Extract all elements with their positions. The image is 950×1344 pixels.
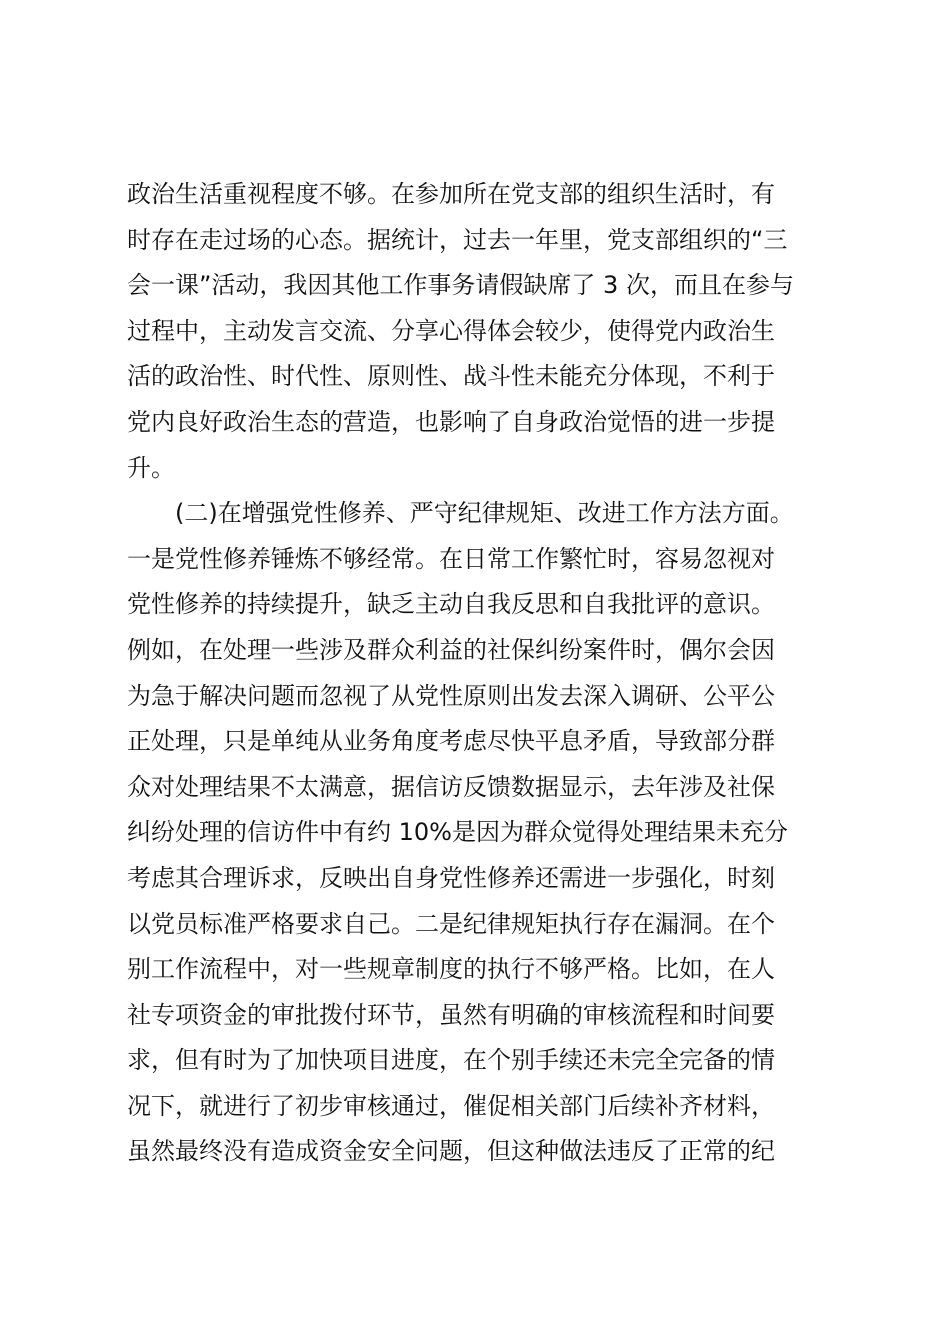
text-line: 虽然最终没有造成资金安全问题，但这种做法违反了正常的纪 xyxy=(127,1137,775,1166)
text-line: 社专项资金的审批拨付环节，虽然有明确的审核流程和时间要 xyxy=(127,1000,775,1029)
body-text xyxy=(127,172,827,1175)
text-line: 升。 xyxy=(127,453,175,482)
text-line: 考虑其合理诉求，反映出自身党性修养还需进一步强化，时刻 xyxy=(127,863,775,892)
text-line: 党性修养的持续提升，缺乏主动自我反思和自我批评的意识。 xyxy=(127,590,775,619)
text-line: 例如，在处理一些涉及群众利益的社保纠纷案件时，偶尔会因 xyxy=(127,635,775,664)
text-line: 况下，就进行了初步审核通过，催促相关部门后续补齐材料， xyxy=(127,1091,775,1120)
text-line: 过程中，主动发言交流、分享心得体会较少，使得党内政治生 xyxy=(127,316,775,345)
text-line: 党内良好政治生态的营造，也影响了自身政治觉悟的进一步提 xyxy=(127,407,775,436)
text-line: 正处理，只是单纯从业务角度考虑尽快平息矛盾，导致部分群 xyxy=(127,727,775,756)
text-line: 众对处理结果不太满意，据信访反馈数据显示，去年涉及社保 xyxy=(127,772,775,801)
text-line: 时存在走过场的心态。据统计，过去一年里，党支部组织的“三 xyxy=(127,225,788,254)
section-heading: (二)在增强党性修养、严守纪律规矩、改进工作方法方面。 xyxy=(175,499,794,528)
text-line: 会一课”活动，我因其他工作事务请假缺席了 3 次，而且在参与 xyxy=(127,271,794,300)
text-line: 活的政治性、时代性、原则性、战斗性未能充分体现，不利于 xyxy=(127,362,775,391)
text-line: 以党员标准严格要求自己。二是纪律规矩执行存在漏洞。在个 xyxy=(127,909,775,938)
text-line: 政治生活重视程度不够。在参加所在党支部的组织生活时，有 xyxy=(127,180,775,208)
text-line: 求，但有时为了加快项目进度，在个别手续还未完全完备的情 xyxy=(127,1046,775,1075)
text-line: 一是党性修养锤炼不够经常。在日常工作繁忙时，容易忽视对 xyxy=(127,544,775,573)
text-line: 别工作流程中，对一些规章制度的执行不够严格。比如，在人 xyxy=(127,955,775,984)
text-line: 为急于解决问题而忽视了从党性原则出发去深入调研、公平公 xyxy=(127,681,775,710)
text-line: 纠纷处理的信访件中有约 10%是因为群众觉得处理结果未充分 xyxy=(127,818,788,847)
